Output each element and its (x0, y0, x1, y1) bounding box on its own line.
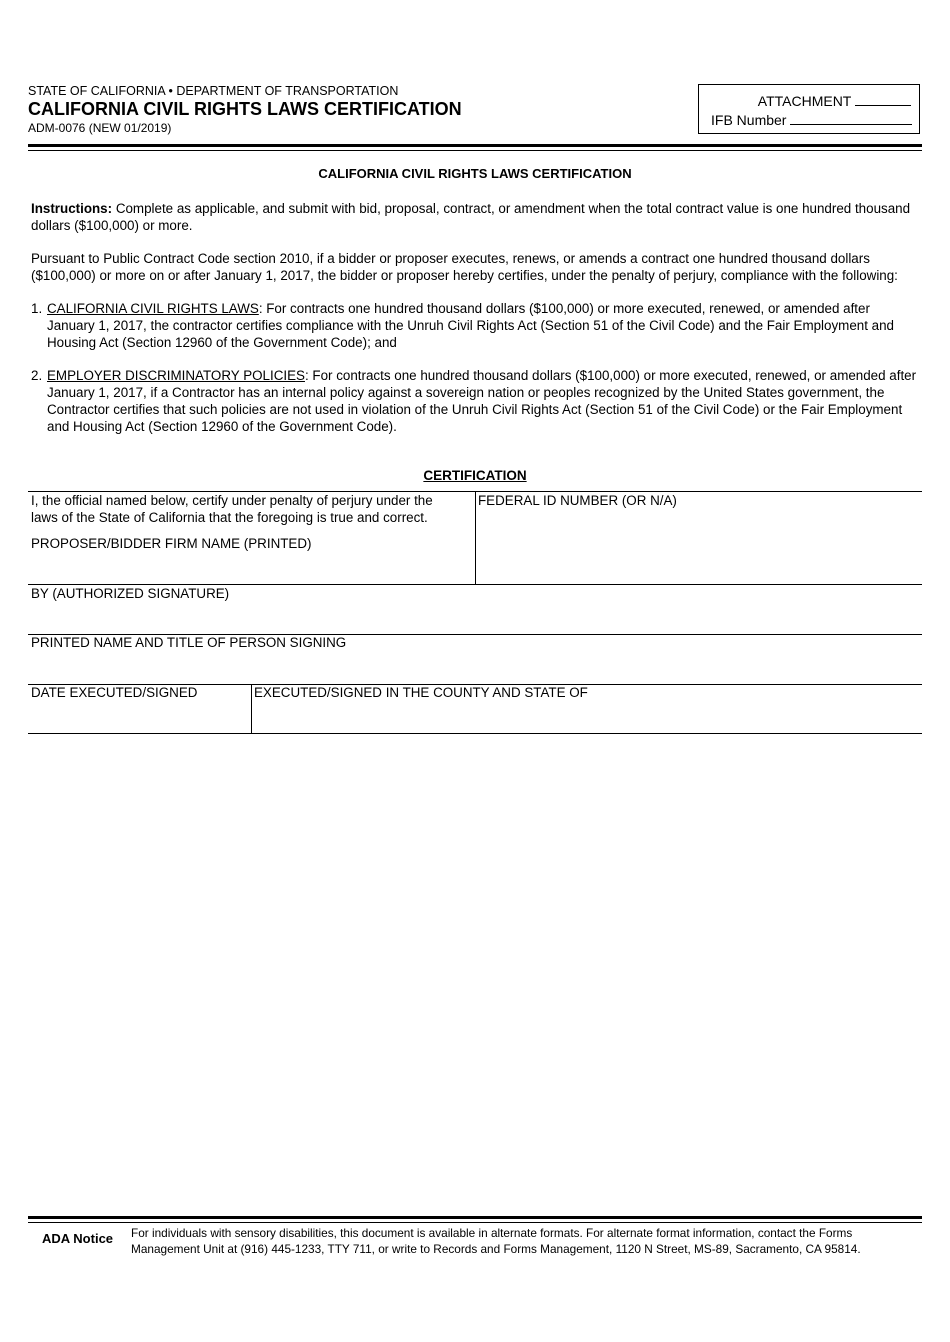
attachment-box (698, 84, 920, 134)
ada-notice-label: ADA Notice (42, 1231, 114, 1246)
federal-id-field[interactable] (480, 512, 918, 582)
printed-name-label: PRINTED NAME AND TITLE OF PERSON SIGNING (31, 635, 347, 650)
list-number: 2. (31, 368, 43, 383)
date-field[interactable] (31, 704, 247, 732)
firm-name-label: PROPOSER/BIDDER FIRM NAME (PRINTED) (31, 536, 312, 551)
instructions-paragraph (31, 200, 921, 234)
printed-name-field[interactable] (31, 654, 919, 682)
certification-statement: I, the official named below, certify under penalty of perjury under the laws of the State of California that the foregoing is true and correct. (31, 493, 433, 525)
ada-notice-text: For individuals with sensory disabilities, this document is available in alternate formats. For alternate format information, contact the Forms Management Unit at (916) 445-1233, TTY 711, or write to Records and Forms Management, 1120 N Street, MS-89, Sacramento, CA 95814. (131, 1226, 861, 1256)
attachment-field[interactable] (855, 91, 911, 106)
list-number: 1. (31, 301, 43, 316)
cert-divider-vertical (475, 491, 476, 584)
list-item-1 (31, 300, 921, 351)
county-state-field[interactable] (256, 704, 918, 732)
form-title: CALIFORNIA CIVIL RIGHTS LAWS CERTIFICATION (28, 99, 462, 119)
date-label: DATE EXECUTED/SIGNED (31, 685, 198, 700)
instructions-label: Instructions: (31, 201, 113, 216)
pursuant-paragraph: Pursuant to Public Contract Code section 2010, if a bidder or proposer executes, renews, or amends a contract one hundred thousand dollars ($100,000) or more on or after January 1, 2017, the bidder or proposer hereby certifies, under the penalty of perjury, compliance with the following: (31, 251, 898, 283)
list-item-text: : For contracts one hundred thousand dollars ($100,000) or more executed, renewed, or amended after January 1, 2017, the contractor certifies compliance with the Unruh Civil Rights Act (Section 51 of the Civil Code) and the Fair Employment and Housing Act (Section 12960 of the Government Code); and (47, 301, 894, 350)
signature-field[interactable] (31, 604, 919, 632)
firm-name-field[interactable] (31, 556, 471, 582)
section-heading: CALIFORNIA CIVIL RIGHTS LAWS CERTIFICATION (318, 166, 632, 181)
cert-rule-bottom (28, 733, 922, 734)
ifb-label: IFB Number (711, 112, 787, 128)
list-item-title: CALIFORNIA CIVIL RIGHTS LAWS (47, 301, 259, 316)
agency-name: STATE OF CALIFORNIA • DEPARTMENT OF TRANSPORTATION (28, 84, 399, 98)
ifb-number-field[interactable] (790, 110, 912, 125)
header-divider-thin (28, 150, 922, 151)
county-state-label: EXECUTED/SIGNED IN THE COUNTY AND STATE OF (254, 685, 588, 700)
certification-heading: CERTIFICATION (423, 468, 527, 483)
header-divider-thick (28, 144, 922, 147)
footer-divider-thick (28, 1216, 922, 1219)
list-item-2 (31, 367, 921, 435)
signature-label: BY (AUTHORIZED SIGNATURE) (31, 586, 230, 601)
form-number: ADM-0076 (NEW 01/2019) (28, 121, 172, 135)
list-item-text: : For contracts one hundred thousand dollars ($100,000) or more executed, renewed, or amended after January 1, 2017, if a Contractor has an internal policy against a sovereign nation or peoples recognized by the United States government, the Contractor certifies that such policies are not used in violation of the Unruh Civil Rights Act (Section 51 of the Civil Code) or the Fair Employment and Housing Act (Section 12960 of the Government Code). (47, 368, 917, 434)
cert-divider-vertical (251, 684, 252, 734)
footer-divider-thin (28, 1222, 922, 1223)
attachment-label: ATTACHMENT (757, 93, 852, 109)
attachment-row (758, 91, 911, 109)
ifb-row (711, 110, 912, 128)
list-item-title: EMPLOYER DISCRIMINATORY POLICIES (47, 368, 305, 383)
federal-id-label: FEDERAL ID NUMBER (OR N/A) (478, 493, 677, 508)
instructions-text: Complete as applicable, and submit with bid, proposal, contract, or amendment when the total contract value is one hundred thousand dollars ($100,000) or more. (31, 201, 911, 233)
